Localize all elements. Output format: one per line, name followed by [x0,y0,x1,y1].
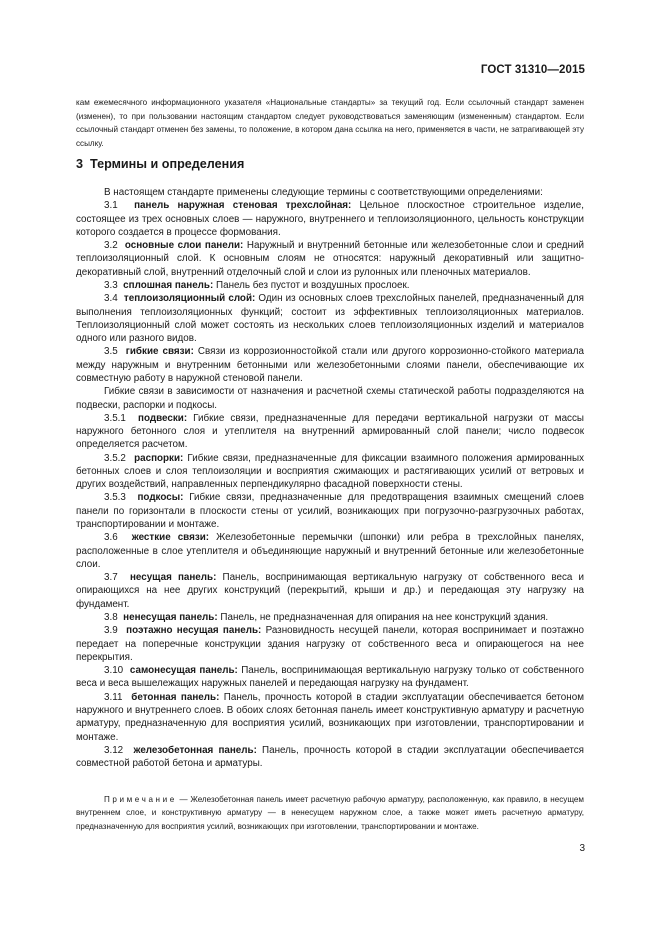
term-definition: Связи из коррозионностойкой стали или другого коррозионно-стойкого материала между наружным и внутренним бетонными или железобетонными слоями панели, обеспечивающие их совместную работу в наружной стеновой панели. [76,346,584,384]
term-entry [76,292,584,345]
term-definition: Панель, воспринимающая вертикальную нагрузку только от собственного веса и веса вышележащих наружных панелей и передающая нагрузку на фундамент. [76,665,584,690]
term-entry [76,531,584,571]
term-number: 3.7 [104,572,118,584]
term-name: железобетонная панель: [133,744,257,756]
term-number: 3.1 [104,200,118,212]
term-name: бетонная панель: [131,691,220,703]
term-number: 3.6 [104,532,118,544]
term-name: панель наружная стеновая трехслойная: [134,200,352,212]
term-name: распорки: [134,452,184,464]
term-entry [76,691,584,744]
term-number: 3.12 [104,744,124,756]
document-id-header: ГОСТ 31310—2015 [480,64,585,76]
section-number: 3 [76,157,84,171]
term-entry [76,664,584,691]
subterm-entry [76,412,584,452]
term-name: жесткие связи: [131,532,210,544]
term-name: поэтажно несущая панель: [126,625,262,637]
term-definition: Цельное плоскостное строительное изделие, состоящее из трех основных слоев — наружного, внутреннего и теплоизоляционного, цельность конструкции которого создается в процессе формования. [76,200,584,238]
term-number: 3.5.2 [104,452,126,464]
term-definition: Гибкие связи, предназначенные для предотвращения взаимных смещений слоев панели по горизонтали в плоскости стены от усилий, возникающих при погрузочно-разгрузочных работах, транспортировании и монтаже. [76,492,584,531]
term-definition: Один из основных слоев трехслойных панелей, предназначенный для выполнения теплоизоляционных функций; состоит из эффективных теплоизоляционных материалов. Теплоизоляционный слой может состоять из нескольких слоев теплоизоляционных изделий и материалов одного или разного видов. [76,293,584,345]
term-number: 3.10 [104,665,124,677]
term-name: теплоизоляционный слой: [123,293,256,305]
lead-paragraph: В настоящем стандарте применены следующие термины с соответствующими определениями: [104,187,543,198]
term-definition: Панель без пустот и воздушных прослоек. [216,279,410,291]
term-number: 3.11 [104,691,123,703]
term-number: 3.5 [104,346,118,358]
subterm-entry [76,491,584,531]
section-title: Термины и определения [90,157,245,171]
term-definition: Гибкие связи, предназначенные для фиксации взаимного положения армированных бетонных слоев и слоя теплоизоляции и восприятия сжимающих и растягивающих усилий от ветровых и других воздействий, направленных перпендикулярно фасадной поверхности стены. [76,452,584,491]
term-name: основные слои панели: [124,240,244,252]
term-entry [76,279,584,292]
flex-ties-note: Гибкие связи в зависимости от назначения и расчетной схемы статической работы подразделяются на подвески, распорки и подкосы. [76,386,584,411]
term-definition: Наружный и внутренний бетонные или железобетонные слои и средний теплоизоляционный слой. К основным слоям не относятся: наружный декоративный или защитно-декоративный слой, внутренний отделочный слой и слои из рулонных или пленочных материалов. [76,240,584,278]
term-entry [76,744,584,771]
term-entry [76,611,584,624]
term-name: сплошная панель: [123,279,214,291]
term-entry [76,345,584,385]
term-number: 3.5.3 [104,492,126,504]
term-number: 3.8 [104,612,118,623]
term-name: самонесущая панель: [129,665,238,677]
subterm-entry [76,452,584,492]
term-name: несущая панель: [129,572,217,584]
note-label: Примечание [104,795,177,804]
term-number: 3.3 [104,279,118,291]
term-number: 3.4 [104,293,118,305]
page-number: 3 [579,843,585,854]
term-entry [76,624,584,664]
term-name: подвески: [138,412,188,424]
term-number: 3.5.1 [104,412,126,424]
term-name: ненесущая панель: [123,612,218,623]
term-definition: Панель, прочность которой в стадии эксплуатации обеспечивается бетоном наружного и внутреннего слоев. В обоих слоях бетонная панель имеет конструктивную арматуру и расчетную арматуру, предназначенную для восприятия усилий, возникающих при изготовлении, транспортировании и монтаже. [76,691,584,743]
term-definition: Панель, прочность которой в стадии эксплуатации обеспечивается совместной работой бетона и арматуры. [76,744,584,770]
term-entry [76,199,584,239]
term-name: гибкие связи: [125,346,194,358]
term-name: подкосы: [137,492,184,504]
term-definition: Панель, не предназначенная для опирания на нее конструкций здания. [220,612,549,623]
term-entry [76,239,584,279]
note-block [76,793,584,833]
section-body [76,186,584,770]
note-text: — Железобетонная панель имеет расчетную рабочую арматуру, расположенную, как правило, в несущем внутреннем слое, и конструктивную арматуру — в ненесущем наружном слое, а также может иметь расчетную арматуру, предназначенную для восприятия усилий, возникающих при изготовлении, транспортировании и монтаже. [76,795,584,831]
term-definition: Железобетонные перемычки (шпонки) или ребра в трехслойных панелях, расположенные в слое утеплителя и объединяющие наружный и внутренний бетонные или железобетонные слои. [76,532,584,570]
term-definition: Разновидность несущей панели, которая воспринимает и поэтажно передает на поперечные конструкции здания нагрузку от собственного веса и опирающегося на нее перекрытия. [76,625,584,663]
term-number: 3.9 [104,625,118,637]
term-entry [76,571,584,611]
term-number: 3.2 [104,240,118,252]
section-heading [76,157,244,171]
term-definition: Гибкие связи, предназначенные для передачи вертикальной нагрузки от массы наружного бетонного слоя и утеплителя на внутренний армированный слой панели; число подвесок определяется расчетом. [76,412,584,451]
intro-paragraph: кам ежемесячного информационного указателя «Национальные стандарты» за текущий год. Если ссылочный стандарт заменен (изменен), то при пользовании настоящим стандартом следует руководствоваться заменяющим (измененным) стандартом. Если ссылочный стандарт отменен без замены, то положение, в котором дана ссылка на него, применяется в части, не затрагивающей эту ссылку. [76,98,584,148]
term-definition: Панель, воспринимающая вертикальную нагрузку от собственного веса и опирающихся на нее других конструкций (перекрытий, крыши и др.) и передающая эту нагрузку на фундамент. [76,572,584,610]
